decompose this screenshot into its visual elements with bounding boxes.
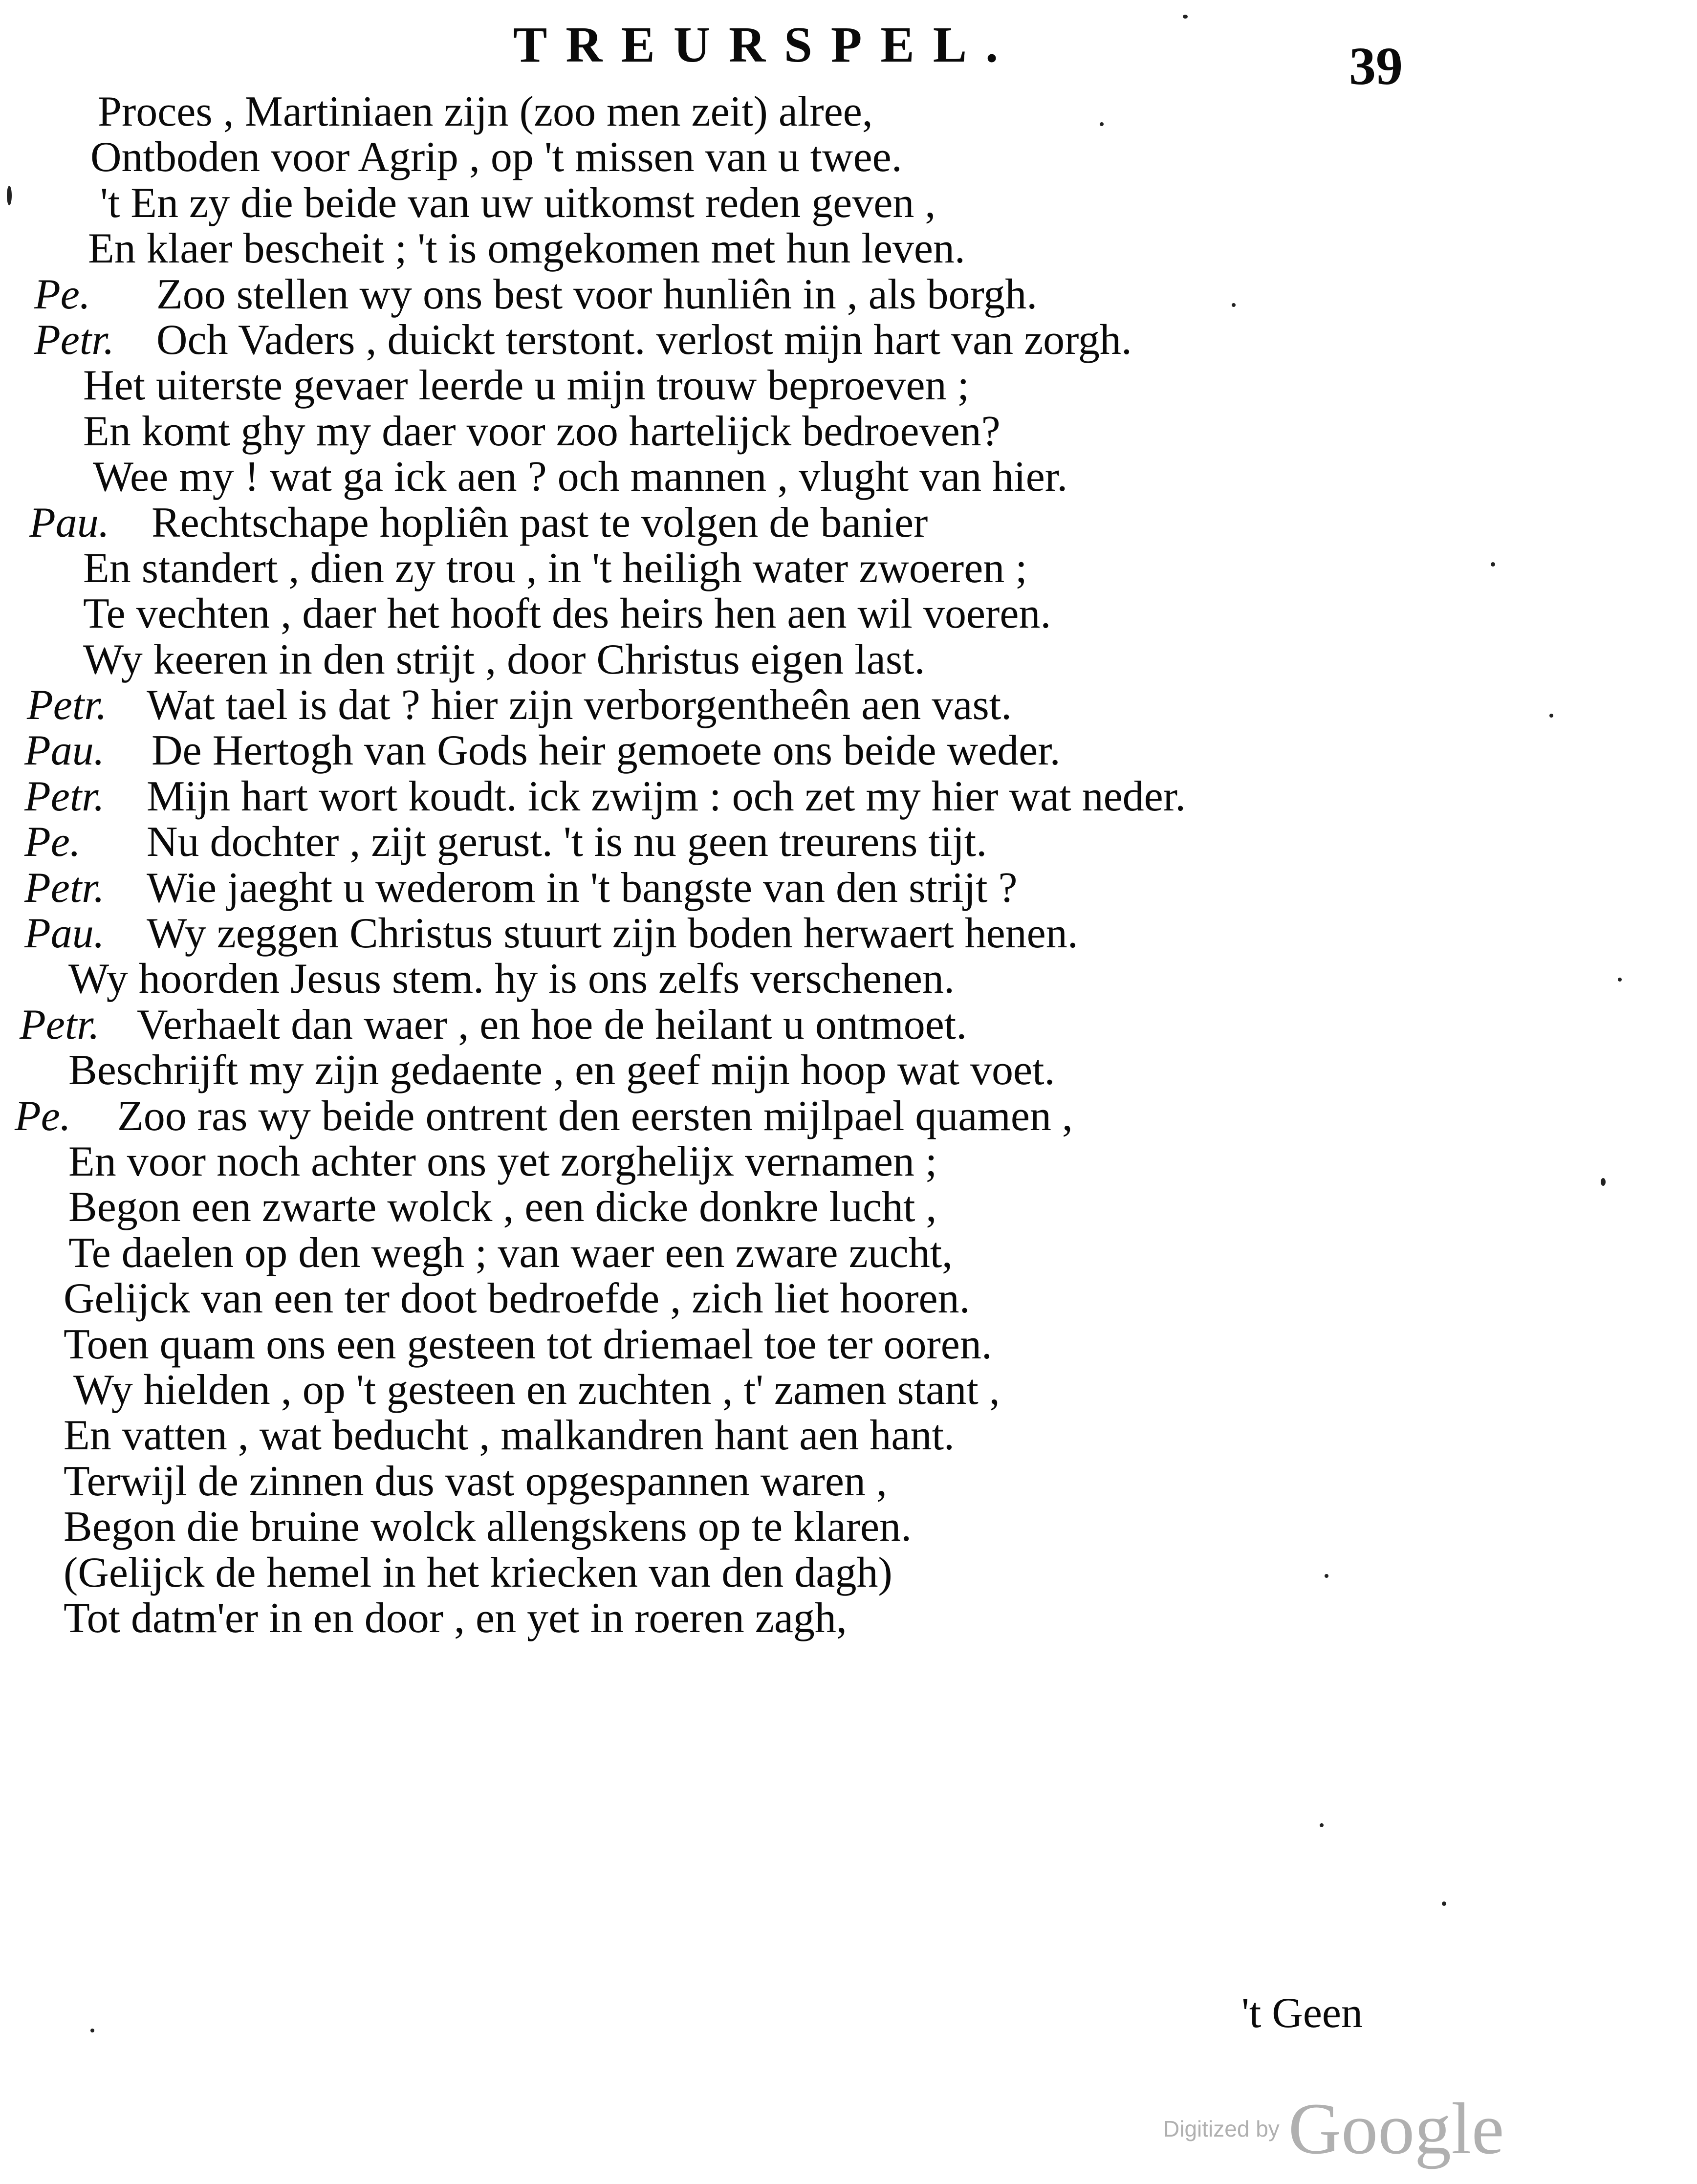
verse-line [0, 1048, 1697, 1093]
verse-line [0, 774, 1697, 819]
watermark-prefix: Digitized by [1163, 2116, 1280, 2141]
verse-text: Begon een zwarte wolck , een dicke donkre lucht , [68, 1183, 937, 1231]
verse-text: Mijn hart wort koudt. ick zwijm : och zet my hier wat neder. [147, 772, 1186, 820]
verse-line [0, 1093, 1697, 1139]
speaker-label: Petr. [34, 316, 114, 364]
verse-text: Proces , Martiniaen zijn (zoo men zeit) alree, [98, 88, 873, 135]
verse-line [0, 1230, 1697, 1276]
verse-line [0, 865, 1697, 911]
verse-line [0, 1184, 1697, 1230]
verse-text: Verhaelt dan waer , en hoe de heilant u ontmoet. [137, 1001, 967, 1048]
verse-line [0, 409, 1697, 454]
verse-text: (Gelijck de hemel in het kriecken van den dagh) [64, 1549, 892, 1596]
verse-line [0, 956, 1697, 1002]
verse-text: Wie jaeght u wederom in 't bangste van den strijt ? [147, 864, 1018, 912]
verse-text: En komt ghy my daer voor zoo hartelijck bedroeven? [83, 407, 1001, 455]
verse-line [0, 134, 1697, 180]
verse-line [0, 819, 1697, 865]
verse-text: Rechtschape hopliên past te volgen de banier [152, 499, 928, 546]
verse-line [0, 1139, 1697, 1184]
verse-line [0, 637, 1697, 682]
verse-text: Te daelen op den wegh ; van waer een zware zucht, [68, 1229, 953, 1277]
ink-speck [1100, 122, 1104, 126]
verse-line [0, 454, 1697, 500]
verse-text: Wy zeggen Christus stuurt zijn boden herwaert henen. [147, 910, 1078, 958]
ink-speck [1232, 303, 1236, 307]
verse-text: Begon die bruine wolck allengskens op te klaren. [64, 1503, 912, 1551]
verse-text: Beschrijft my zijn gedaente , en geef mijn hoop wat voet. [68, 1047, 1055, 1094]
verse-text: Zoo ras wy beide ontrent den eersten mijlpael quamen , [117, 1092, 1073, 1140]
verse-line [0, 591, 1697, 636]
verse-text: Gelijck van een ter doot bedroefde , zich liet hooren. [64, 1275, 970, 1323]
verse-line [0, 317, 1697, 363]
verse-text: 't En zy die beide van uw uitkomst reden geven , [100, 179, 936, 227]
verse-line [0, 226, 1697, 271]
watermark-brand: Google [1288, 2088, 1504, 2169]
ink-speck [1442, 1901, 1446, 1906]
verse-text: En vatten , wat beducht , malkandren hant aen hant. [64, 1412, 955, 1460]
speaker-label: Petr. [24, 772, 105, 820]
verse-text: Het uiterste gevaer leerde u mijn trouw beproeven ; [83, 362, 970, 410]
verse-text: Toen quam ons een gesteen tot driemael toe ter ooren. [64, 1320, 992, 1368]
verse-line [0, 1322, 1697, 1367]
speaker-label: Pau. [24, 910, 105, 958]
verse-text: Och Vaders , duickt terstont. verlost mijn hart van zorgh. [156, 316, 1132, 364]
ink-speck [1618, 978, 1622, 982]
verse-text: De Hertogh van Gods heir gemoete ons beide weder. [152, 727, 1061, 775]
verse-line [0, 180, 1697, 226]
running-head: TREURSPEL. [513, 17, 1017, 73]
ink-speck [1549, 714, 1553, 718]
verse-text: Wy hielden , op 't gesteen en zuchten , t' zamen stant , [73, 1366, 1000, 1414]
verse-text: Wy hoorden Jesus stem. hy is ons zelfs verschenen. [68, 955, 955, 1003]
ink-speck [1601, 1178, 1606, 1186]
ink-speck [1325, 1574, 1328, 1578]
speaker-label: Petr. [24, 864, 105, 912]
digitized-by-watermark [1163, 2088, 1504, 2169]
verse-line [0, 682, 1697, 728]
speaker-label: Pe. [34, 270, 90, 318]
verse-line [0, 911, 1697, 956]
verse-line [0, 1413, 1697, 1458]
verse-text: Te vechten , daer het hooft des heirs hen aen wil voeren. [83, 590, 1051, 638]
verse-line [0, 1459, 1697, 1504]
verse-line [0, 1002, 1697, 1048]
verse-line [0, 1504, 1697, 1550]
speaker-label: Pe. [15, 1092, 71, 1140]
verse-text: Wee my ! wat ga ick aen ? och mannen , vlught van hier. [93, 453, 1068, 501]
verse-text: Ontboden voor Agrip , op 't missen van u twee. [90, 133, 902, 181]
verse-line [0, 500, 1697, 546]
verse-text: Wat tael is dat ? hier zijn verborgentheên aen vast. [147, 681, 1012, 729]
speaker-label: Petr. [27, 681, 107, 729]
verse-line [0, 1550, 1697, 1595]
verse-line [0, 1367, 1697, 1413]
verse-line [0, 272, 1697, 317]
speaker-label: Pe. [24, 818, 81, 866]
verse-block [0, 89, 1697, 1641]
catchword: 't Geen [1241, 1989, 1363, 2037]
verse-text: En voor noch achter ons yet zorghelijx vernamen ; [68, 1137, 937, 1185]
verse-text: Wy keeren in den strijt , door Christus eigen last. [83, 635, 925, 683]
verse-line [0, 89, 1697, 134]
verse-text: En klaer bescheit ; 't is omgekomen met hun leven. [88, 225, 965, 273]
verse-text: Nu dochter , zijt gerust. 't is nu geen treurens tijt. [147, 818, 987, 866]
page-number: 39 [1349, 36, 1403, 96]
speaker-label: Pau. [24, 727, 105, 775]
ink-speck [1491, 562, 1495, 567]
ink-speck [90, 2029, 94, 2032]
verse-line [0, 728, 1697, 773]
verse-text: En standert , dien zy trou , in 't heiligh water zwoeren ; [83, 544, 1027, 592]
ink-speck [1320, 1823, 1324, 1827]
speaker-label: Petr. [20, 1001, 100, 1048]
verse-text: Tot datm'er in en door , en yet in roeren zagh, [64, 1594, 847, 1642]
ink-speck [7, 186, 12, 205]
verse-line [0, 363, 1697, 408]
verse-text: Zoo stellen wy ons best voor hunliên in , als borgh. [156, 270, 1038, 318]
verse-line [0, 546, 1697, 591]
speaker-label: Pau. [29, 499, 109, 546]
ink-speck [1183, 15, 1188, 19]
verse-line [0, 1595, 1697, 1641]
verse-text: Terwijl de zinnen dus vast opgespannen waren , [64, 1457, 887, 1505]
verse-line [0, 1276, 1697, 1321]
